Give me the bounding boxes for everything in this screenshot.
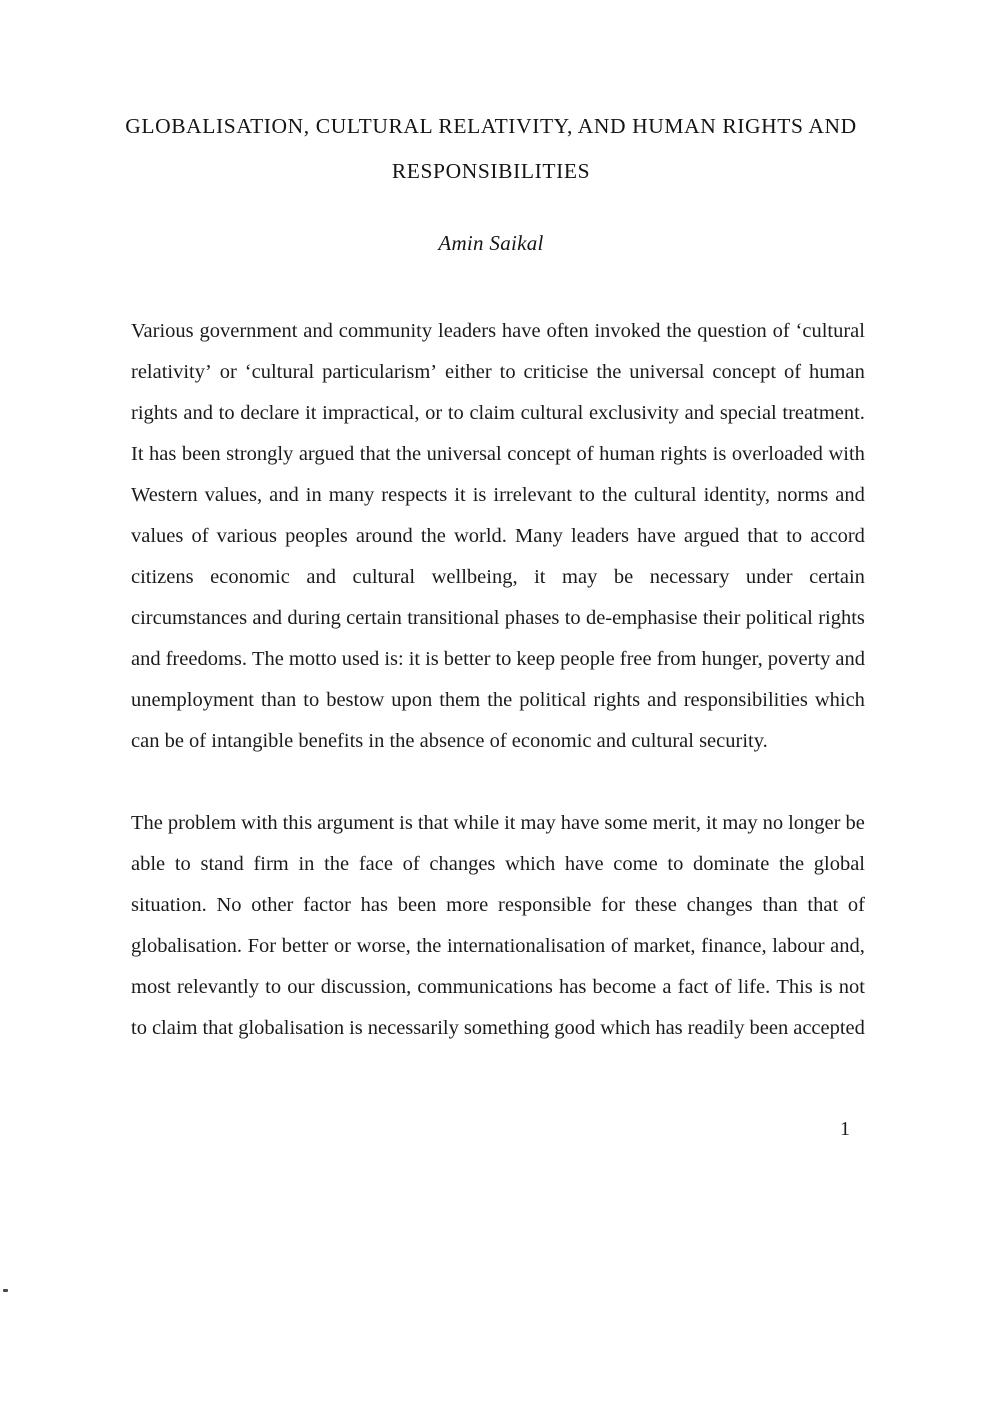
page-number: 1 <box>840 1118 850 1140</box>
text-line: able to stand firm in the face of changes which have come to dominate the global <box>131 853 865 875</box>
text-line: and freedoms. The motto used is: it is better to keep people free from hunger, poverty and <box>131 648 865 670</box>
text-line: to claim that globalisation is necessarily something good which has readily been accepted <box>131 1017 865 1039</box>
scan-speck-artifact <box>3 1289 8 1292</box>
text-line: globalisation. For better or worse, the internationalisation of market, finance, labour and, <box>131 935 865 957</box>
author-name: Amin Saikal <box>438 231 544 255</box>
text-line: values of various peoples around the world. Many leaders have argued that to accord <box>131 525 865 547</box>
text-line: circumstances and during certain transitional phases to de-emphasise their political rights <box>131 607 865 629</box>
title-line-1: GLOBALISATION, CULTURAL RELATIVITY, AND HUMAN RIGHTS AND <box>125 114 857 138</box>
text-line: It has been strongly argued that the universal concept of human rights is overloaded with <box>131 443 865 465</box>
paragraph <box>131 311 865 762</box>
text-line: Various government and community leaders have often invoked the question of ‘cultural <box>131 320 865 342</box>
paragraph <box>131 803 865 1049</box>
text-line: can be of intangible benefits in the absence of economic and cultural security. <box>131 730 768 752</box>
body-text <box>131 311 865 1049</box>
text-line: Western values, and in many respects it is irrelevant to the cultural identity, norms and <box>131 484 865 506</box>
text-line: rights and to declare it impractical, or to claim cultural exclusivity and special treatment. <box>131 402 865 424</box>
text-line: situation. No other factor has been more responsible for these changes than that of <box>131 894 865 916</box>
text-line: The problem with this argument is that while it may have some merit, it may no longer be <box>131 812 865 834</box>
title-line-2: RESPONSIBILITIES <box>391 159 591 183</box>
text-line: most relevantly to our discussion, communications has become a fact of life. This is not <box>131 976 865 998</box>
text-line: unemployment than to bestow upon them the political rights and responsibilities which <box>131 689 865 711</box>
text-line: relativity’ or ‘cultural particularism’ either to criticise the universal concept of human <box>131 361 865 383</box>
text-line: citizens economic and cultural wellbeing, it may be necessary under certain <box>131 566 865 588</box>
page-title <box>110 104 872 194</box>
